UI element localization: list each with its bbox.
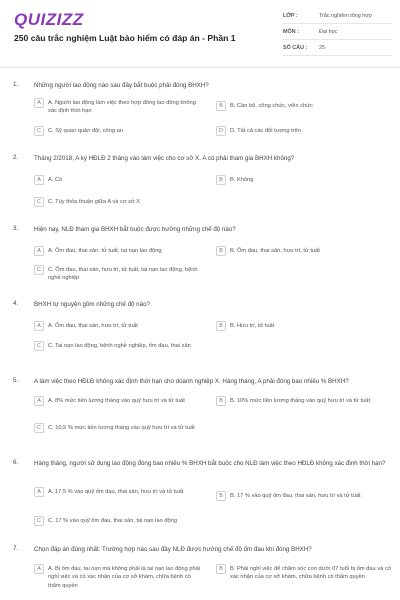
question-text: BHXH tự nguyện gồm những chế độ nào? <box>34 301 150 308</box>
option-letter: B <box>216 321 226 331</box>
option-text: A. Có <box>48 177 63 183</box>
option-text: C. 10,5 % mức tiền lương tháng vào quỹ hưu trí và tử tuất <box>48 425 195 431</box>
question-text: Chọn đáp án đúng nhất: Trường hợp nào sau đây NLĐ được hưởng chế độ ốm đau khi đóng BHXH? <box>34 546 312 553</box>
option-a[interactable] <box>34 98 204 116</box>
option-text: C. Tùy thỏa thuận giữa A và cơ sở X <box>48 199 141 205</box>
meta-row-count <box>283 40 391 56</box>
meta-row-subject <box>283 24 391 40</box>
option-text: C. Tai nạn lao động, bệnh nghề nghiệp, ốm đau, thai sản <box>48 343 191 349</box>
question-number: 1. <box>13 81 19 88</box>
option-letter: A <box>34 564 44 574</box>
option-b[interactable] <box>216 246 392 256</box>
option-text: B. Không <box>230 177 254 183</box>
option-text: A. Bị ốm đau, tai nạn mà không phải là tai nạn lao động phải nghỉ việc và có xác nhận của cơ sở khám, chữa bệnh có thẩm quyền <box>48 566 201 589</box>
page-title: 250 câu trắc nghiệm Luật bảo hiểm có đáp án - Phần 1 <box>14 33 236 43</box>
question-number: 5. <box>13 377 19 384</box>
option-letter: B <box>216 396 226 406</box>
question-text: Tháng 2/2018, A ký HĐLĐ 2 tháng vào làm việc cho cơ sở X. A có phải tham gia BHXH không? <box>34 155 295 162</box>
option-letter: A <box>34 487 44 497</box>
option-text: B. 10% mức tiền lương tháng vào quỹ hưu trí và tử tuất <box>230 398 371 404</box>
option-b[interactable] <box>216 396 392 406</box>
option-letter: A <box>34 98 44 108</box>
option-c[interactable] <box>34 126 204 136</box>
option-text: A. Ốm đau, thai sản, hưu trí, tử tuất <box>48 323 138 329</box>
meta-row-class <box>283 8 391 24</box>
option-c[interactable] <box>34 197 204 207</box>
option-a[interactable] <box>34 246 204 256</box>
option-letter: B <box>216 491 226 501</box>
option-a[interactable] <box>34 321 204 331</box>
option-b[interactable] <box>216 175 392 185</box>
worksheet-meta <box>283 8 391 56</box>
option-letter: A <box>34 175 44 185</box>
option-letter: A <box>34 396 44 406</box>
option-text: A. Người lao động làm việc theo hợp đồng lao động không xác định thời hạn <box>48 100 196 115</box>
quizizz-logo: QUIZIZZ <box>14 10 84 29</box>
meta-value: Trắc nghiệm tổng hợp <box>319 12 372 19</box>
option-letter: B <box>216 564 226 574</box>
option-c[interactable] <box>34 341 204 351</box>
option-letter: A <box>34 321 44 331</box>
option-text: A. Ốm đau, thai sản, tử tuất, tai nạn lao động <box>48 248 162 254</box>
option-text: C. Ốm đau, thai sản, hưu trí, tử tuất, tai nạn lao động, bệnh nghề nghiệp <box>48 267 198 282</box>
question-text: Hàng tháng, người sử dụng lao động đóng bao nhiêu % BHXH bắt buộc cho NLĐ làm việc theo HĐLĐ không xác định thời hạn? <box>34 460 386 467</box>
question-number: 3. <box>13 225 19 232</box>
option-letter: C <box>34 197 44 207</box>
option-letter: B <box>216 175 226 185</box>
option-c[interactable] <box>34 423 204 433</box>
option-text: A. 8% mức tiền lương tháng vào quỹ hưu trí và tử tuất <box>48 398 185 404</box>
option-text: B. Phải nghỉ việc để chăm sóc con dưới 07 tuổi bị ốm đau và có xác nhận của cơ sở khám, chữa bệnh có thẩm quyền <box>230 566 391 581</box>
option-text: B. Ốm đau, thai sản, hưu trí, tử tuất <box>230 248 320 254</box>
option-letter: C <box>34 423 44 433</box>
option-a[interactable] <box>34 175 204 185</box>
question-text: Hiện nay, NLĐ tham gia BHXH bắt buộc được hưởng những chế độ nào? <box>34 226 236 233</box>
option-text: B. Cán bộ, công chức, viên chức <box>230 103 313 109</box>
option-letter: C <box>34 126 44 136</box>
option-b[interactable] <box>216 101 392 111</box>
meta-key: LỚP : <box>283 12 298 19</box>
option-c[interactable] <box>34 265 204 283</box>
option-letter: C <box>34 516 44 526</box>
question-number: 7. <box>13 545 19 552</box>
option-a[interactable] <box>34 396 204 406</box>
meta-value: Đại học <box>319 28 338 35</box>
option-text: C. 17 % vào quỹ ốm đau, thai sản, tai nạn lao động <box>48 518 178 524</box>
option-c[interactable] <box>34 516 204 526</box>
option-d[interactable] <box>216 126 392 136</box>
option-letter: B <box>216 246 226 256</box>
option-text: D. Tất cả các đối tượng trên <box>230 128 301 134</box>
question-number: 6. <box>13 459 19 466</box>
option-text: B. Hưu trí, tử tuất <box>230 323 275 329</box>
question-text: A làm việc theo HĐLĐ không xác định thời hạn cho doanh nghiệp X. Hàng tháng, A phải đóng bao nhiêu % BHXH? <box>34 378 349 385</box>
question-number: 4. <box>13 300 19 307</box>
worksheet-header <box>0 0 400 68</box>
option-text: B. 17 % vào quỹ ốm đau, thai sản, hưu trí và tử tuất <box>230 493 361 499</box>
option-a[interactable] <box>34 487 204 497</box>
question-text: Những người lao động nào sau đây bắt buộc phải đóng BHXH? <box>34 82 209 89</box>
option-b[interactable] <box>216 321 392 331</box>
option-text: A. 17,5 % vào quỹ ốm đau, thai sản, hưu trí và tử tuất <box>48 489 184 495</box>
meta-key: MÔN : <box>283 28 299 35</box>
meta-value: 25 <box>319 44 325 51</box>
meta-key: SỐ CÂU : <box>283 44 308 51</box>
option-letter: B <box>216 101 226 111</box>
option-letter: C <box>34 265 44 275</box>
option-b[interactable] <box>216 491 392 501</box>
question-number: 2. <box>13 154 19 161</box>
option-text: C. Sỹ quan quân đội, công an <box>48 128 123 134</box>
option-letter: C <box>34 341 44 351</box>
option-letter: D <box>216 126 226 136</box>
option-b[interactable] <box>216 564 392 582</box>
option-a[interactable] <box>34 564 204 590</box>
option-letter: A <box>34 246 44 256</box>
